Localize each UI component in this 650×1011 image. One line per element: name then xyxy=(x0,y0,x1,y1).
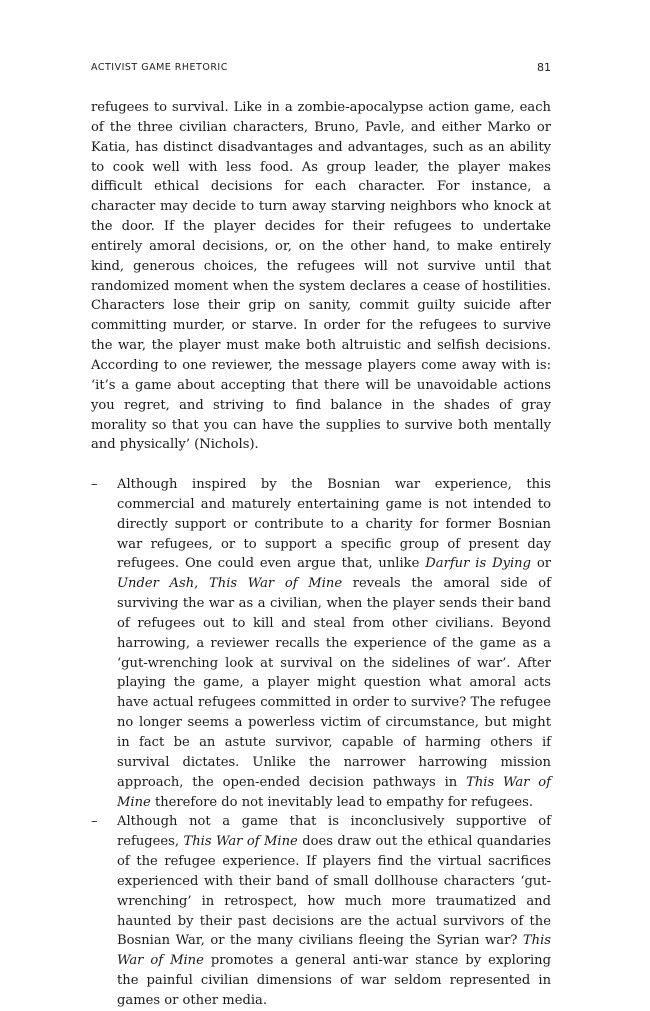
bullet-list xyxy=(91,475,551,1011)
bullet-item-1 xyxy=(91,475,551,812)
game-title: This War of Mine xyxy=(117,774,551,810)
game-title: Darfur is Dying xyxy=(425,556,531,572)
game-title: This War of Mine xyxy=(117,933,551,969)
bullet-marker: – xyxy=(91,814,98,830)
game-title: Under Ash xyxy=(117,576,195,592)
body-paragraph: refugees to survival. Like in a zombie-apocalypse action game, each of the three civilian characters, Bruno, Pavle, and either Marko or Katia, has distinct disadvantages and advantages, such as an ability to cook well with less food. As group leader, the player makes difficult ethical decisions for each character. For instance, a character may decide to turn away starving neighbors who knock at the door. If the player decides for their refugees to undertake entirely amoral decisions, or, on the other hand, to make entirely kind, generous choices, the refugees will not survive until that randomized moment when the system declares a cease of hostilities. Characters lose their grip on sanity, commit guilty suicide after committing murder, or starve. In order for the refugees to survive the war, the player must make both altruistic and selfish decisions. According to one reviewer, the message players come away with is: ‘it’s a game about accepting that there will be unavoidable actions you regret, and striving to find balance in the shades of gray morality so that you can have the supplies to survive both mentally and physically’ (Nichols). xyxy=(91,100,551,453)
bullet-text: promotes a general anti-war stance by exploring the painful civilian dimensions of war seldom represented in games or other media. xyxy=(117,953,551,1008)
bullet-text: therefore do not inevitably lead to empathy for refugees. xyxy=(150,794,534,810)
running-head xyxy=(91,62,551,76)
bullet-item-2 xyxy=(91,812,551,1010)
game-title: This War of Mine xyxy=(183,834,298,850)
bullet-marker: – xyxy=(91,477,98,493)
body-text xyxy=(91,98,551,1011)
bullet-text: , xyxy=(194,576,210,592)
game-title: This War of Mine xyxy=(209,576,343,592)
bullet-text: does draw out the ethical quandaries of the refugee experience. If players find the virtual sacrifices experienced with their band of small dollhouse characters ‘gut-wrenching’ in retrospect, how much more traumatized and haunted by their past decisions are the actual survivors of the Bosnian War, or the many civilians fleeing the Syrian war? xyxy=(117,834,552,949)
bullet-text: or xyxy=(530,556,552,572)
bullet-text: Although not a game that is inconclusively supportive of refugees, xyxy=(117,814,551,850)
page-number: 81 xyxy=(537,61,551,74)
running-head-title: ACTIVIST GAME RHETORIC xyxy=(91,62,228,73)
bullet-text: reveals the amoral side of surviving the war as a civilian, when the player sends their band of refugees out to kill and steal from other civilians. Beyond harrowing, a reviewer recalls the experience of the game as a ‘gut-wrenching look at survival on the sidelines of war’. After playing the game, a player might question what amoral acts have actual refugees committed in order to survive? The refugee no longer seems a powerless victim of circumstance, but might in fact be an astute survivor, capable of harming others if survival dictates. Unlike the narrower harrowing mission approach, the open-ended decision pathways in xyxy=(117,576,552,790)
bullet-text: Although inspired by the Bosnian war experience, this commercial and maturely entertaining game is not intended to directly support or contribute to a charity for former Bosnian war refugees, or to support a specific group of present day refugees. One could even argue that, unlike xyxy=(117,477,551,572)
